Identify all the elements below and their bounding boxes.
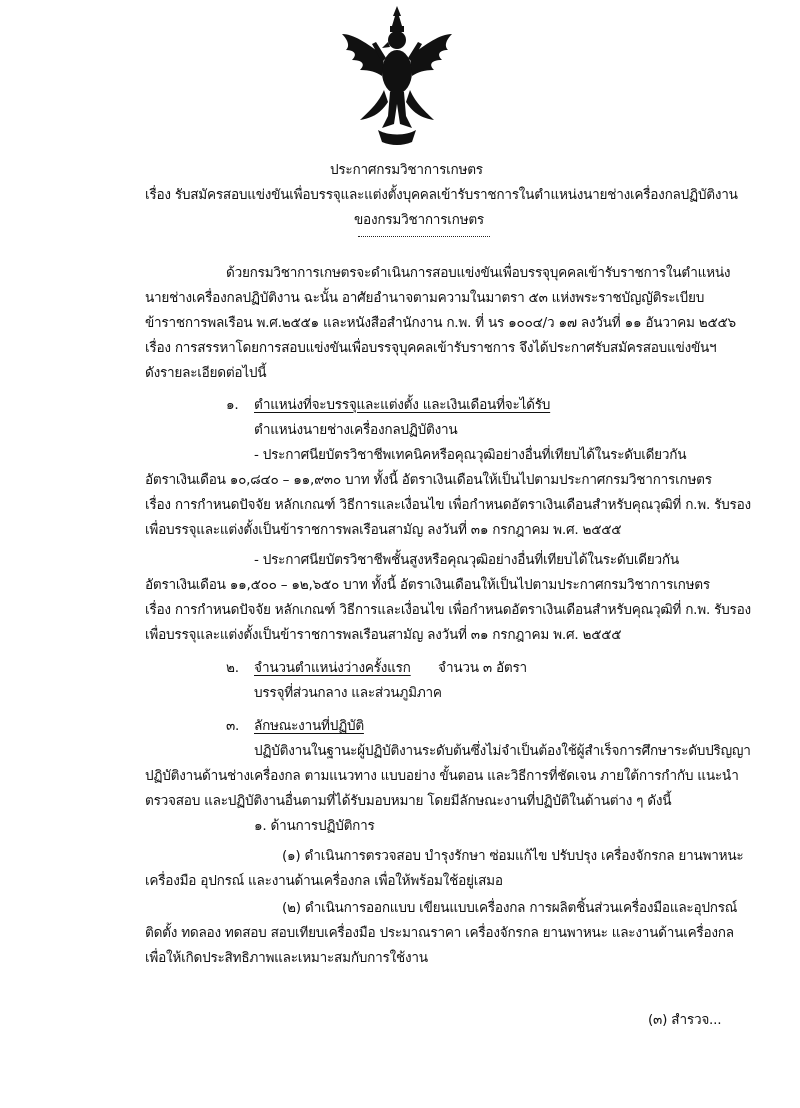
section3-subheading: ๑. ด้านการปฏิบัติการ	[254, 818, 375, 834]
section2-line: บรรจุที่ส่วนกลาง และส่วนภูมิภาค	[254, 685, 442, 701]
garuda-emblem-icon	[338, 4, 456, 149]
announcement-subject-cont: ของกรมวิชาการเกษตร	[354, 212, 484, 228]
intro-line: ด้วยกรมวิชาการเกษตรจะดำเนินการสอบแข่งขันเพื่อบรรจุบุคคลเข้ารับราชการในตำแหน่ง	[226, 265, 731, 281]
announcement-title: ประกาศกรมวิชาการเกษตร	[330, 162, 483, 178]
intro-line: นายช่างเครื่องกลปฏิบัติงาน ฉะนั้น อาศัยอำนาจตามความในมาตรา ๕๓ แห่งพระราชบัญญัติระเบียบ	[145, 290, 705, 306]
section2-count: จำนวน ๓ อัตรา	[438, 660, 527, 676]
section1-line: อัตราเงินเดือน ๑๐,๘๔๐ – ๑๑,๙๓๐ บาท ทั้งนี้ อัตราเงินเดือนให้เป็นไปตามประกาศกรมวิชาการเกษตร	[145, 472, 712, 488]
section3-item: เพื่อให้เกิดประสิทธิภาพและเหมาะสมกับการใช้งาน	[145, 950, 428, 966]
intro-line: ข้าราชการพลเรือน พ.ศ.๒๕๕๑ และหนังสือสำนักงาน ก.พ. ที่ นร ๑๐๐๔/ว ๑๗ ลงวันที่ ๑๑ อันวาคม ๒๕๕๖	[145, 315, 736, 331]
section1-line: - ประกาศนียบัตรวิชาชีพเทคนิคหรือคุณวุฒิอย่างอื่นที่เทียบได้ในระดับเดียวกัน	[254, 447, 687, 463]
section1-line: เพื่อบรรจุและแต่งตั้งเป็นข้าราชการพลเรือนสามัญ ลงวันที่ ๓๑ กรกฎาคม พ.ศ. ๒๕๕๕	[145, 627, 622, 643]
section1-title: ตำแหน่งที่จะบรรจุและแต่งตั้ง และเงินเดือนที่จะได้รับ	[254, 397, 551, 413]
page-continuation: (๓) สำรวจ...	[648, 1012, 722, 1028]
section2-title: จำนวนตำแหน่งว่างครั้งแรก	[254, 660, 411, 676]
section3-number: ๓.	[226, 718, 240, 734]
section3-item: (๒) ดำเนินการออกแบบ เขียนแบบเครื่องกล การผลิตชิ้นส่วนเครื่องมือและอุปกรณ์	[282, 900, 738, 916]
section1-line: - ประกาศนียบัตรวิชาชีพชั้นสูงหรือคุณวุฒิอย่างอื่นที่เทียบได้ในระดับเดียวกัน	[254, 552, 679, 568]
section1-line: เรื่อง การกำหนดปัจจัย หลักเกณฑ์ วิธีการและเงื่อนไข เพื่อกำหนดอัตราเงินเดือนสำหรับคุณวุฒิที่ ก.พ. รับรอง	[145, 497, 751, 513]
section1-position: ตำแหน่งนายช่างเครื่องกลปฏิบัติงาน	[254, 422, 458, 438]
intro-line: ดังรายละเอียดต่อไปนี้	[145, 365, 267, 381]
section3-item: เครื่องมือ อุปกรณ์ และงานด้านเครื่องกล เพื่อให้พร้อมใช้อยู่เสมอ	[145, 873, 503, 889]
section3-title: ลักษณะงานที่ปฏิบัติ	[254, 718, 364, 734]
announcement-subject: เรื่อง รับสมัครสอบแข่งขันเพื่อบรรจุและแต่งตั้งบุคคลเข้ารับราชการในตำแหน่งนายช่างเครื่องกลปฏิบัติงาน	[145, 187, 738, 203]
section1-number: ๑.	[226, 397, 239, 413]
dotted-separator	[358, 236, 490, 237]
section3-item: (๑) ดำเนินการตรวจสอบ บำรุงรักษา ซ่อมแก้ไข ปรับปรุง เครื่องจักรกล ยานพาหนะ	[282, 848, 744, 864]
section1-line: อัตราเงินเดือน ๑๑,๕๐๐ – ๑๒,๖๕๐ บาท ทั้งนี้ อัตราเงินเดือนให้เป็นไปตามประกาศกรมวิชาการเกษตร	[145, 577, 710, 593]
section1-line: เรื่อง การกำหนดปัจจัย หลักเกณฑ์ วิธีการและเงื่อนไข เพื่อกำหนดอัตราเงินเดือนสำหรับคุณวุฒิที่ ก.พ. รับรอง	[145, 602, 751, 618]
section1-line: เพื่อบรรจุและแต่งตั้งเป็นข้าราชการพลเรือนสามัญ ลงวันที่ ๓๑ กรกฎาคม พ.ศ. ๒๕๕๕	[145, 522, 622, 538]
section3-item: ติดตั้ง ทดลอง ทดสอบ สอบเทียบเครื่องมือ ประมาณราคา เครื่องจักรกล ยานพาหนะ และงานด้านเครื่องกล	[145, 925, 734, 941]
section3-line: ตรวจสอบ และปฏิบัติงานอื่นตามที่ได้รับมอบหมาย โดยมีลักษณะงานที่ปฏิบัติในด้านต่าง ๆ ดังนี้	[145, 793, 672, 809]
intro-line: เรื่อง การสรรหาโดยการสอบแข่งขันเพื่อบรรจุบุคคลเข้ารับราชการ จึงได้ประกาศรับสมัครสอบแข่งขันฯ	[145, 340, 717, 356]
section3-line: ปฏิบัติงานด้านช่างเครื่องกล ตามแนวทาง แบบอย่าง ขั้นตอน และวิธีการที่ชัดเจน ภายใต้การกำกับ แนะนำ	[145, 768, 739, 784]
section3-line: ปฏิบัติงานในฐานะผู้ปฏิบัติงานระดับต้นซึ่งไม่จำเป็นต้องใช้ผู้สำเร็จการศึกษาระดับปริญญา	[254, 743, 751, 759]
section2-number: ๒.	[226, 660, 239, 676]
